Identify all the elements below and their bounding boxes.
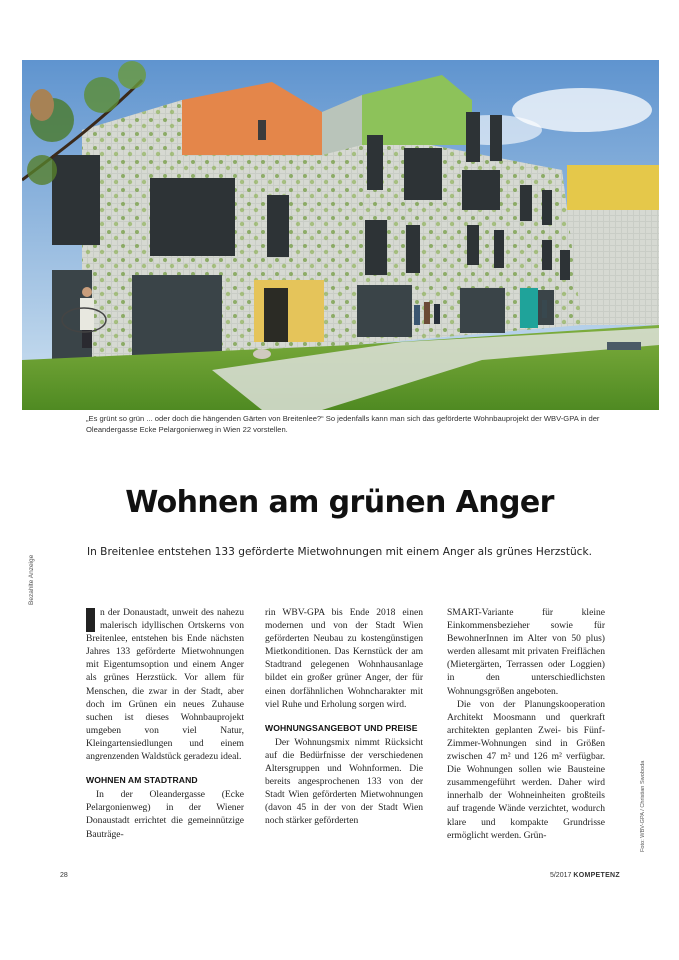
article-column-2 [265, 606, 423, 828]
paragraph: In der Oleandergasse (Ecke Pelargonienweg) in der Wiener Donaustadt errichtet die gemeinnützige Bauträge- [86, 789, 244, 840]
article-column-3 [447, 606, 605, 842]
section-heading-wohnungsangebot: WOHNUNGSANGEBOT UND PREISE [265, 722, 418, 733]
paid-ad-label: Bezahlte Anzeige [28, 554, 35, 605]
issue-number: 5/2017 [549, 872, 572, 879]
paragraph: Der Wohnungsmix nimmt Rücksicht auf die Bedürfnisse der verschiedenen Altersgruppen und Wohnformen. Die bereits angesprochenen 133 von der Stadt Wien geförderten Mietwohnungen (davon 45 in der von der Stadt Wien noch stärker geförderten [265, 736, 423, 827]
section-heading-stadtrand: WOHNEN AM STADTRAND [86, 775, 198, 786]
paragraph: SMART-Variante für kleine Einkommensbezieher sowie für BewohnerInnen im Alter von 50 plus) werden allesamt mit privaten Freiflächen (Mietergärten, Terrassen oder Loggien) in den unterschiedlichsten Wohnungsgrößen angeboten. [447, 607, 605, 697]
footer-issue [520, 872, 620, 879]
magazine-name: KOMPETENZ [573, 872, 620, 879]
bird [30, 89, 54, 121]
paragraph: rin WBV-GPA bis Ende 2018 einen modernen und von der Stadt Wien geförderten Neubau zu kostengünstigen Mietkonditionen. Das Kernstück der am Stadtrand gelegenen Wohnhausanlage bildet ein großer grüner Anger, der für einen dorfähnlichen Wohncharakter mit viel Ruhe und Erholung sorgen wird. [265, 607, 423, 710]
drop-cap-icon [86, 608, 95, 632]
paragraph: Die von der Planungskooperation Architekt Moosmann und querkraft architekten geplanten Zwei- bis Fünf-Zimmer-Wohnungen sind in Größen zwischen 47 m² und 126 m² verfügbar. Die Wohnungen sollen wie Bausteine zusammengeführt werden. Daher wird innerhalb der Wohneinheiten großteils auf tragende Wände verzichtet, wodurch klare und kompakte Grundrisse ermöglicht werden. Grün- [447, 698, 605, 841]
intro-paragraph: n der Donaustadt, unweit des nahezu malerisch idyllischen Ortskerns von Breitenlee, entstehen bis Ende nächsten Jahres 133 geförderte Mietwohnungen mit Eigentumsoption und einem Anger als grünes Herzstück. Vor allem für Menschen, die zwar in der Stadt, aber doch im Grünen ein neues Zuhause suchen ist dieses Wohnbauprojekt umgeben von viel Natur, Kleingartensiedlungen und einem angrenzenden Waldstück geradezu ideal. [86, 607, 244, 763]
article-column-1 [86, 606, 244, 841]
subtitle: In Breitenlee entstehen 133 geförderte Mietwohnungen mit einem Anger als grünes Herzstück. [86, 546, 593, 558]
photo-credit: Foto: WBV-GPA / Christian Swoboda [640, 760, 646, 852]
housing-rendering-photo [22, 60, 659, 410]
page-number: 28 [60, 872, 68, 879]
photo-caption: „Es grünt so grün ... oder doch die hängenden Gärten von Breitenlee?“ So jedenfalls kann man sich das geförderte Wohnbauprojekt der WBV-GPA in der Oleandergasse Ecke Pelargonienweg in Wien 22 vorstellen. [86, 414, 600, 434]
headline: Wohnen am grünen Anger [125, 485, 554, 520]
hero-photo [22, 60, 659, 410]
